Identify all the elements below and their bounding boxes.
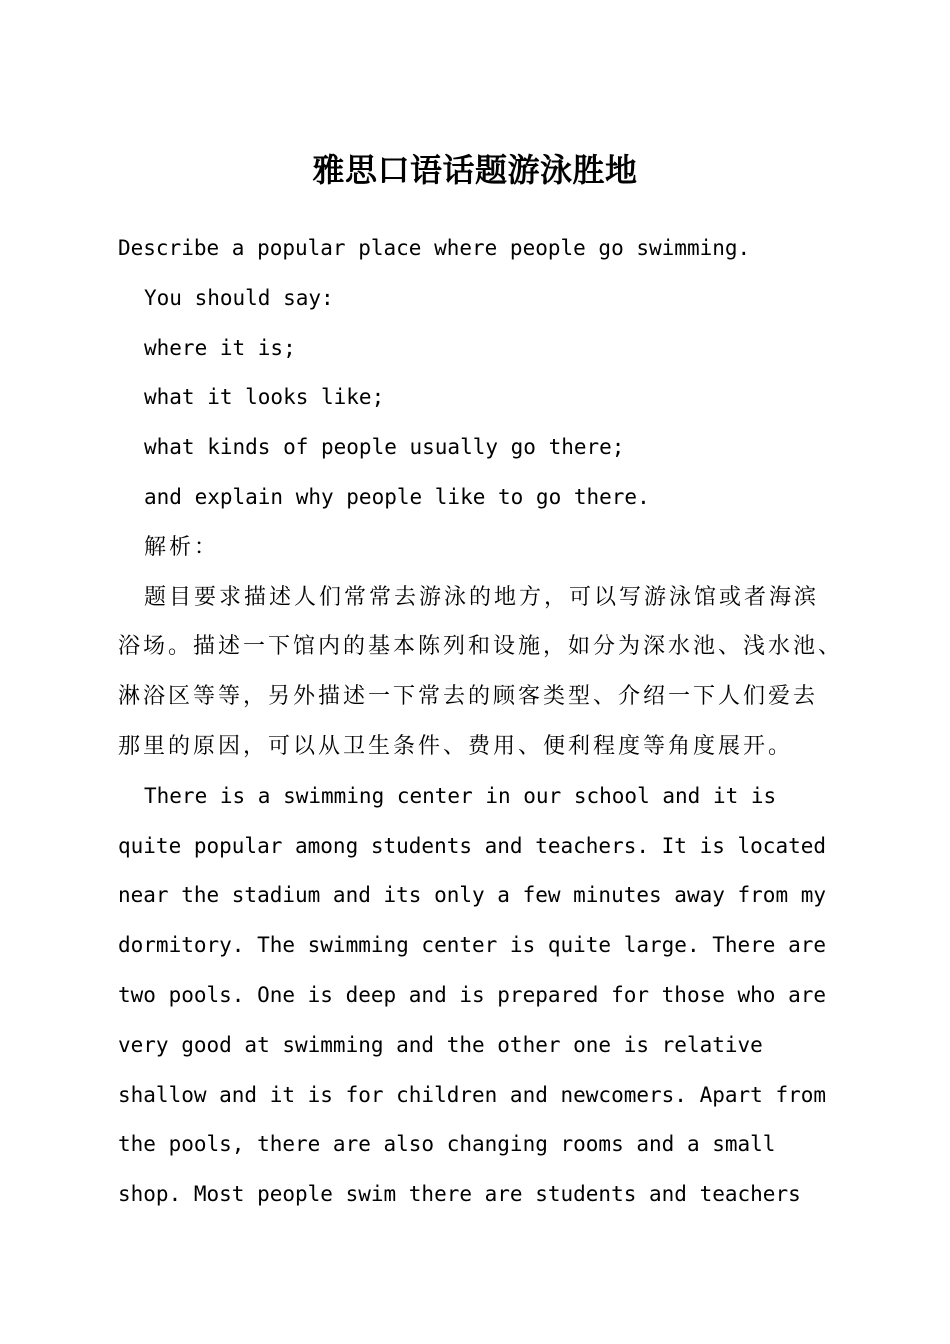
analysis-line: 那里的原因，可以从卫生条件、费用、便利程度等角度展开。 [118,733,794,759]
answer-line: shallow and it is for children and newcomers. Apart from [118,1082,827,1107]
analysis-line: 淋浴区等等，另外描述一下常去的顾客类型、介绍一下人们爱去 [118,684,819,710]
prompt-heading: Describe a popular place where people go swimming. [118,236,751,260]
prompt-point: and explain why people like to go there. [144,484,650,509]
prompt-point: what kinds of people usually go there; [144,435,625,460]
answer-line: two pools. One is deep and is prepared for those who are [118,982,827,1007]
analysis-line: 题目要求描述人们常常去游泳的地方，可以写游泳馆或者海滨 [144,584,820,610]
analysis-label: 解析： [144,534,220,560]
analysis-line: 浴场。描述一下馆内的基本陈列和设施，如分为深水池、浅水池、 [118,634,844,660]
answer-line: near the stadium and its only a few minutes away from my [118,883,827,908]
answer-line: dormitory. The swimming center is quite large. There are [118,933,827,958]
answer-line: quite popular among students and teachers. It is located [118,833,827,858]
document-title: 雅思口语话题游泳胜地 [312,151,638,189]
answer-line: very good at swimming and the other one is relative [118,1032,763,1057]
answer-line: the pools, there are also changing rooms and a small [118,1132,776,1157]
answer-line: There is a swimming center in our school and it is [144,783,777,808]
document-body [118,224,848,1220]
prompt-point: what it looks like; [144,385,385,410]
prompt-should-say: You should say: [144,285,334,310]
answer-line: shop. Most people swim there are students and teachers [118,1182,801,1207]
prompt-point: where it is; [144,335,296,360]
